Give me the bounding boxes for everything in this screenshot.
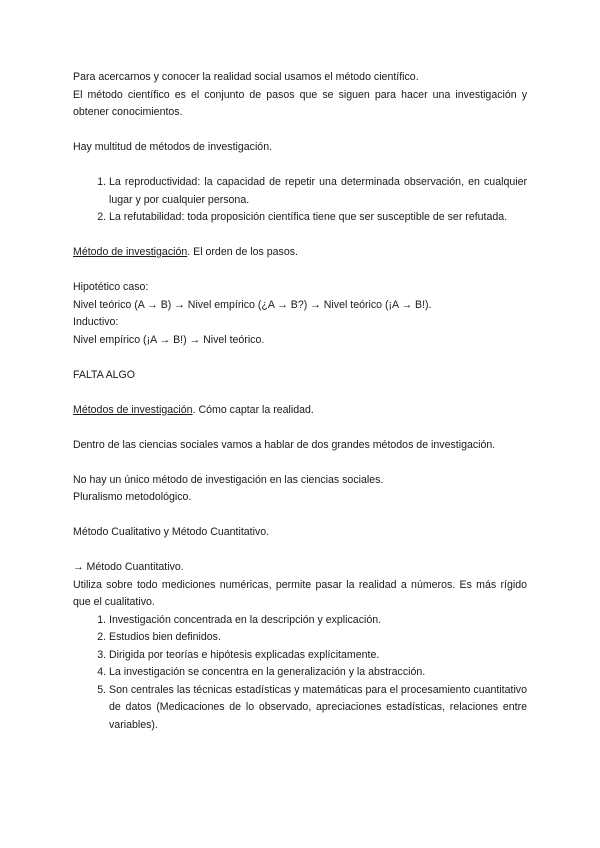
spacer xyxy=(73,227,527,245)
spacer xyxy=(73,384,527,402)
section-method-heading xyxy=(73,244,527,262)
properties-list xyxy=(73,174,527,227)
no-single-line-1: No hay un único método de investigación en las ciencias sociales. xyxy=(73,473,384,486)
document-page xyxy=(73,69,527,734)
inductive-label: Inductivo: xyxy=(73,316,119,328)
spacer xyxy=(73,122,527,140)
social-sciences-text: Dentro de las ciencias sociales vamos a hablar de dos grandes métodos de investigación. xyxy=(73,438,496,451)
methods-many-text: Hay multitud de métodos de investigación. xyxy=(73,141,273,153)
list-item: 4. La investigación se concentra en la generalización y la abstracción. xyxy=(109,664,527,682)
hypothetic-label: Hipotético caso: xyxy=(73,281,149,293)
list-item: 3. Dirigida por teorías e hipótesis explicadas explícitamente. xyxy=(109,647,527,665)
list-item: 1. Investigación concentrada en la descripción y explicación. xyxy=(109,612,527,630)
list-item: 2. La refutabilidad: toda proposición científica tiene que ser susceptible de ser refutada. xyxy=(109,209,527,227)
quantitative-list xyxy=(73,612,527,735)
list-item: 5. Son centrales las técnicas estadísticas y matemáticas para el procesamiento cuantitativo de datos (Medicaciones de lo observado, apreciaciones estadísticas, relaciones entre variables). xyxy=(109,682,527,735)
section-title-rest: . El orden de los pasos. xyxy=(187,246,298,258)
spacer xyxy=(73,349,527,367)
list-item: 2. Estudios bien definidos. xyxy=(109,629,527,647)
spacer xyxy=(73,542,527,560)
intro-line-2: El método científico es el conjunto de pasos que se siguen para hacer una investigación y obtener conocimientos. xyxy=(73,88,527,118)
section-title-underlined: Métodos de investigación xyxy=(73,403,193,416)
no-single-line-2: Pluralismo metodológico. xyxy=(73,491,192,503)
quantitative-heading: → Método Cuantitativo. xyxy=(73,561,184,573)
two-methods-text: Método Cualitativo y Método Cuantitativo. xyxy=(73,526,270,538)
spacer xyxy=(73,419,527,437)
quantitative-description: Utiliza sobre todo mediciones numéricas, permite pasar la realidad a números. Es más rígido que el cualitativo. xyxy=(73,578,527,608)
section-title-underlined: Método de investigación xyxy=(73,246,188,258)
section-methods-heading xyxy=(73,402,527,420)
hypothetic-line: Nivel teórico (A → B) → Nivel empírico (¿A → B?) → Nivel teórico (¡A → B!). xyxy=(73,298,432,311)
spacer xyxy=(73,454,527,472)
inductive-line: Nivel empírico (¡A → B!) → Nivel teórico. xyxy=(73,333,265,346)
intro-line-1: Para acercarnos y conocer la realidad social usamos el método científico. xyxy=(73,71,419,83)
spacer xyxy=(73,262,527,280)
section-title-rest: . Cómo captar la realidad. xyxy=(192,403,314,416)
spacer xyxy=(73,507,527,525)
missing-note: FALTA ALGO xyxy=(73,368,136,381)
spacer xyxy=(73,157,527,175)
list-item: 1. La reproductividad: la capacidad de repetir una determinada observación, en cualquier lugar y por cualquier persona. xyxy=(109,174,527,209)
